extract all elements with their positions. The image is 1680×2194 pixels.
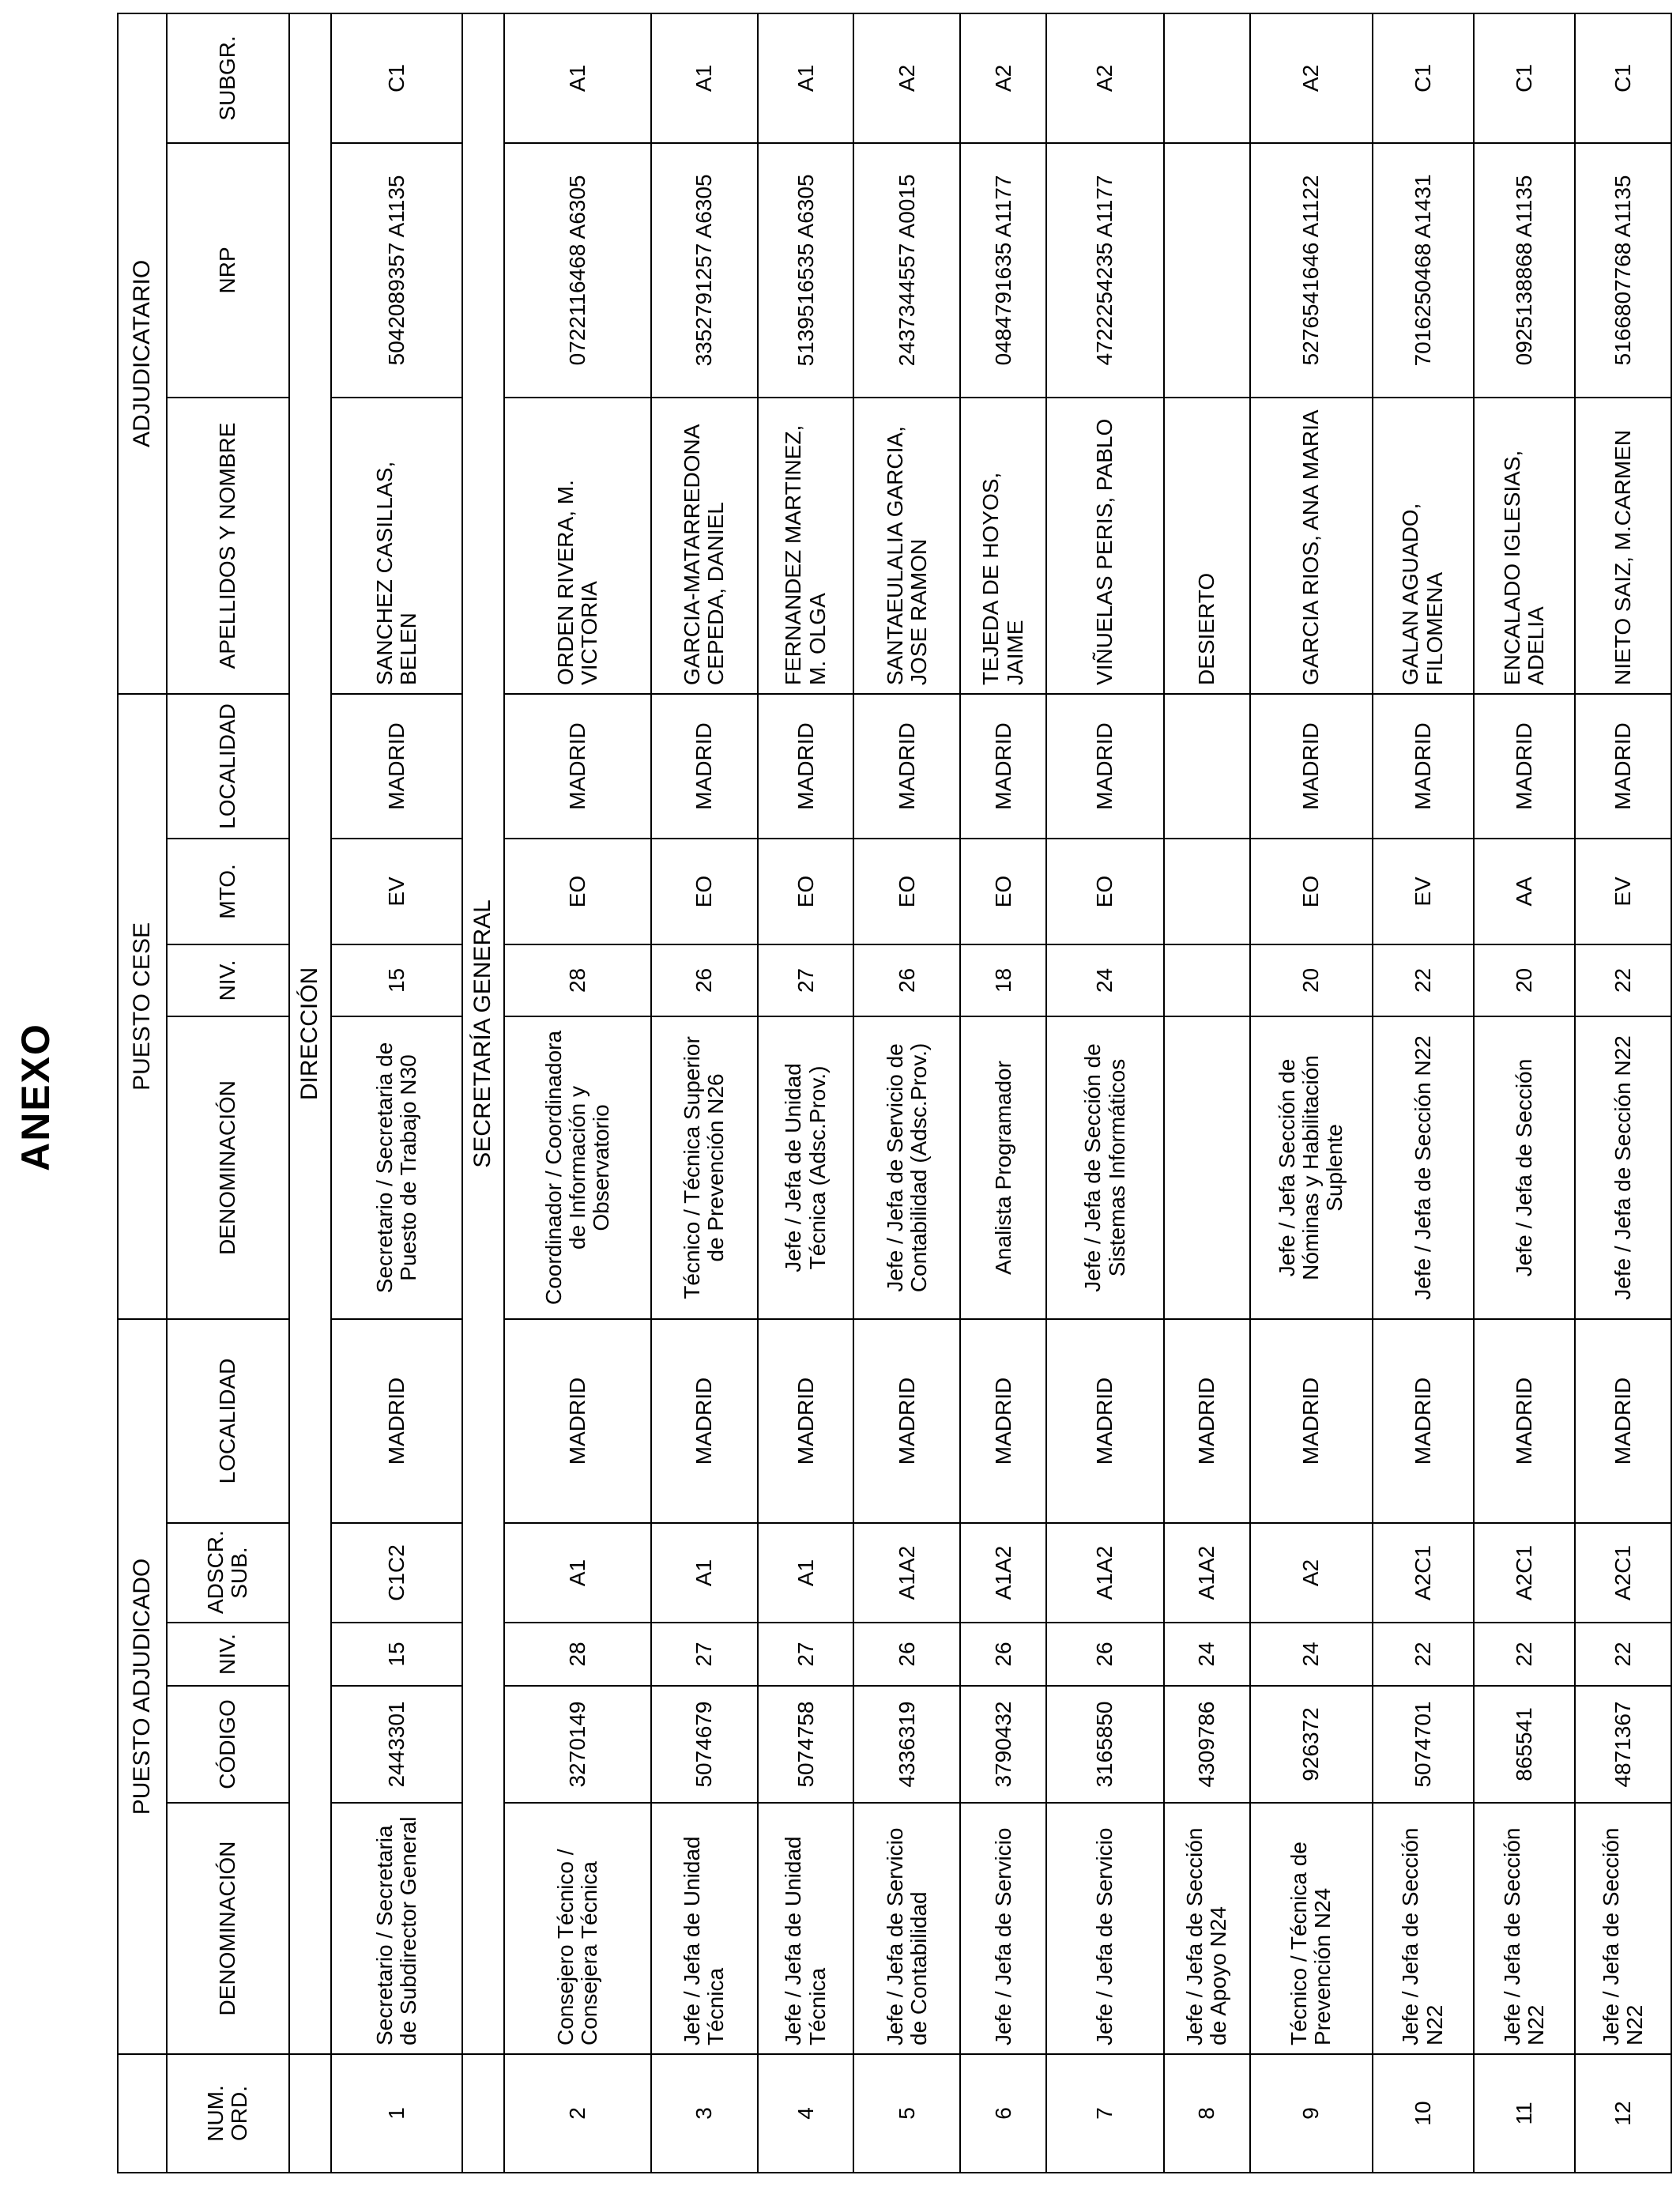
cese-denominacion-cell: Jefe / Jefa de Servicio de Contabilidad (Adsc.Prov.) <box>853 1016 960 1319</box>
niv-cell: 27 <box>651 1623 758 1686</box>
niv-cell: 26 <box>960 1623 1045 1686</box>
puesto-adjudicado-header: PUESTO ADJUDICADO <box>118 1319 167 2054</box>
num-ord-cell: 12 <box>1575 2054 1671 2173</box>
cese-localidad-cell: MADRID <box>504 694 651 839</box>
subgr-cell: A2 <box>1046 13 1164 143</box>
section-row-direccion <box>289 13 331 2173</box>
cese-niv-cell: 20 <box>1474 944 1575 1016</box>
cese-localidad-cell: MADRID <box>1575 694 1671 839</box>
cese-localidad-cell: MADRID <box>1250 694 1373 839</box>
localidad-cell: MADRID <box>758 1319 854 1523</box>
num-ord-cell: 5 <box>853 2054 960 2173</box>
cese-denominacion-cell: Jefe / Jefa de Sección N22 <box>1373 1016 1474 1319</box>
localidad-cell: MADRID <box>1575 1319 1671 1523</box>
subgr-cell <box>1164 13 1249 143</box>
cese-niv-cell: 18 <box>960 944 1045 1016</box>
niv-cell: 27 <box>758 1623 854 1686</box>
num-ord-cell: 10 <box>1373 2054 1474 2173</box>
denominacion-cell: Jefe / Jefa de Sección de Apoyo N24 <box>1164 1803 1249 2054</box>
niv-cell: 22 <box>1575 1623 1671 1686</box>
adscr-sub-cell: A1A2 <box>960 1523 1045 1623</box>
cese-niv-cell: 22 <box>1575 944 1671 1016</box>
localidad-cell: MADRID <box>1046 1319 1164 1523</box>
localidad-cell: MADRID <box>651 1319 758 1523</box>
header-localidad: LOCALIDAD <box>167 1319 289 1523</box>
denominacion-cell: Jefe / Jefa de Servicio <box>960 1803 1045 2054</box>
adscr-sub-cell: A1A2 <box>853 1523 960 1623</box>
cese-denominacion-cell: Analista Programador <box>960 1016 1045 1319</box>
niv-cell: 28 <box>504 1623 651 1686</box>
adscr-sub-cell: A2 <box>1250 1523 1373 1623</box>
cese-niv-cell: 28 <box>504 944 651 1016</box>
column-header-row <box>167 13 289 2173</box>
denominacion-cell: Secretario / Secretaria de Subdirector General <box>331 1803 462 2054</box>
section-title-secretaria-general: SECRETARÍA GENERAL <box>462 13 504 2054</box>
mto-cell: EO <box>651 839 758 944</box>
apellidos-nombre-cell: SANTAEULALIA GARCIA, JOSE RAMON <box>853 398 960 694</box>
table-row <box>651 13 758 2173</box>
cese-localidad-cell: MADRID <box>853 694 960 839</box>
adscr-sub-cell: A1 <box>504 1523 651 1623</box>
adscr-sub-cell: A1A2 <box>1164 1523 1249 1623</box>
num-ord-cell: 9 <box>1250 2054 1373 2173</box>
niv-cell: 22 <box>1373 1623 1474 1686</box>
denominacion-cell: Jefe / Jefa de Unidad Técnica <box>758 1803 854 2054</box>
apellidos-nombre-cell: ORDEN RIVERA, M. VICTORIA <box>504 398 651 694</box>
cese-localidad-cell: MADRID <box>331 694 462 839</box>
cese-localidad-cell: MADRID <box>960 694 1045 839</box>
cese-denominacion-cell: Técnico / Técnica Superior de Prevención N26 <box>651 1016 758 1319</box>
cese-denominacion-cell: Jefe / Jefa de Sección <box>1474 1016 1575 1319</box>
nrp-cell: 0925138868 A1135 <box>1474 143 1575 398</box>
num-ord-cell: 8 <box>1164 2054 1249 2173</box>
codigo-cell: 2443301 <box>331 1686 462 1803</box>
nrp-cell: 5139516535 A6305 <box>758 143 854 398</box>
mto-cell: AA <box>1474 839 1575 944</box>
cese-niv-cell: 20 <box>1250 944 1373 1016</box>
num-ord-cell: 1 <box>331 2054 462 2173</box>
codigo-cell: 5074679 <box>651 1686 758 1803</box>
header-mto: MTO. <box>167 839 289 944</box>
header-niv: NIV. <box>167 1623 289 1686</box>
denominacion-cell: Jefe / Jefa de Servicio de Contabilidad <box>853 1803 960 2054</box>
adscr-sub-cell: C1C2 <box>331 1523 462 1623</box>
table-row <box>758 13 854 2173</box>
nrp-cell: 5042089357 A1135 <box>331 143 462 398</box>
niv-cell: 24 <box>1164 1623 1249 1686</box>
desierto-cell: DESIERTO <box>1164 398 1249 694</box>
adscr-sub-cell: A1 <box>651 1523 758 1623</box>
mto-cell <box>1164 839 1249 944</box>
codigo-cell: 4309786 <box>1164 1686 1249 1803</box>
cese-localidad-cell: MADRID <box>1474 694 1575 839</box>
apellidos-nombre-cell: TEJEDA DE HOYOS, JAIME <box>960 398 1045 694</box>
table-row <box>331 13 462 2173</box>
header-cese-niv: NIV. <box>167 944 289 1016</box>
niv-cell: 15 <box>331 1623 462 1686</box>
apellidos-nombre-cell: ENCALADO IGLESIAS, ADELIA <box>1474 398 1575 694</box>
page-title: ANEXO <box>13 1023 58 1171</box>
apellidos-nombre-cell: SANCHEZ CASILLAS, BELEN <box>331 398 462 694</box>
codigo-cell: 3270149 <box>504 1686 651 1803</box>
mto-cell: EO <box>960 839 1045 944</box>
cese-localidad-cell <box>1164 694 1249 839</box>
cese-niv-cell: 22 <box>1373 944 1474 1016</box>
table-row <box>1164 13 1249 2173</box>
subgr-cell: A1 <box>651 13 758 143</box>
table-row <box>1575 13 1671 2173</box>
header-adscr-sub: ADSCR. SUB. <box>167 1523 289 1623</box>
nrp-cell: 2437344557 A0015 <box>853 143 960 398</box>
localidad-cell: MADRID <box>960 1319 1045 1523</box>
codigo-cell: 4871367 <box>1575 1686 1671 1803</box>
subgr-cell: A2 <box>1250 13 1373 143</box>
puesto-cese-header: PUESTO CESE <box>118 694 167 1319</box>
codigo-cell: 926372 <box>1250 1686 1373 1803</box>
cese-localidad-cell: MADRID <box>651 694 758 839</box>
cese-denominacion-cell: Coordinador / Coordinadora de Información y Observatorio <box>504 1016 651 1319</box>
mto-cell: EO <box>758 839 854 944</box>
cese-localidad-cell: MADRID <box>1373 694 1474 839</box>
nrp-cell: 0722116468 A6305 <box>504 143 651 398</box>
subgr-cell: A2 <box>853 13 960 143</box>
subgr-cell: C1 <box>1575 13 1671 143</box>
mto-cell: EO <box>1250 839 1373 944</box>
localidad-cell: MADRID <box>1373 1319 1474 1523</box>
localidad-cell: MADRID <box>853 1319 960 1523</box>
nrp-cell: 5166807768 A1135 <box>1575 143 1671 398</box>
denominacion-cell: Jefe / Jefa de Sección N22 <box>1575 1803 1671 2054</box>
cese-denominacion-cell: Secretario / Secretaria de Puesto de Trabajo N30 <box>331 1016 462 1319</box>
niv-cell: 24 <box>1250 1623 1373 1686</box>
niv-cell: 26 <box>853 1623 960 1686</box>
niv-cell: 26 <box>1046 1623 1164 1686</box>
apellidos-nombre-cell: NIETO SAIZ, M.CARMEN <box>1575 398 1671 694</box>
denominacion-cell: Jefe / Jefa de Sección N22 <box>1373 1803 1474 2054</box>
num-ord-cell: 11 <box>1474 2054 1575 2173</box>
subgr-cell: C1 <box>1474 13 1575 143</box>
cese-denominacion-cell: Jefe / Jefa Sección de Nóminas y Habilitación Suplente <box>1250 1016 1373 1319</box>
subgr-cell: C1 <box>1373 13 1474 143</box>
cese-denominacion-cell <box>1164 1016 1249 1319</box>
codigo-cell: 4336319 <box>853 1686 960 1803</box>
codigo-cell: 865541 <box>1474 1686 1575 1803</box>
num-ord-cell: 6 <box>960 2054 1045 2173</box>
codigo-cell: 3790432 <box>960 1686 1045 1803</box>
nrp-cell <box>1164 143 1249 398</box>
mto-cell: EV <box>331 839 462 944</box>
nrp-cell: 4722254235 A1177 <box>1046 143 1164 398</box>
nrp-cell: 5276541646 A1122 <box>1250 143 1373 398</box>
cese-niv-cell: 24 <box>1046 944 1164 1016</box>
apellidos-nombre-cell: VIÑUELAS PERIS, PABLO <box>1046 398 1164 694</box>
niv-cell: 22 <box>1474 1623 1575 1686</box>
subgr-cell: A1 <box>504 13 651 143</box>
num-ord-cell: 3 <box>651 2054 758 2173</box>
table-row <box>853 13 960 2173</box>
adscr-sub-cell: A2C1 <box>1575 1523 1671 1623</box>
apellidos-nombre-cell: GALAN AGUADO, FILOMENA <box>1373 398 1474 694</box>
cese-localidad-cell: MADRID <box>1046 694 1164 839</box>
table-row <box>960 13 1045 2173</box>
table-row <box>1474 13 1575 2173</box>
table-row <box>1250 13 1373 2173</box>
mto-cell: EO <box>853 839 960 944</box>
nrp-cell: 0484791635 A1177 <box>960 143 1045 398</box>
cese-denominacion-cell: Jefe / Jefa de Sección N22 <box>1575 1016 1671 1319</box>
header-codigo: CÓDIGO <box>167 1686 289 1803</box>
num-ord-cell: 2 <box>504 2054 651 2173</box>
header-apellidos-nombre: APELLIDOS Y NOMBRE <box>167 398 289 694</box>
denominacion-cell: Jefe / Jefa de Servicio <box>1046 1803 1164 2054</box>
localidad-cell: MADRID <box>331 1319 462 1523</box>
mto-cell: EV <box>1575 839 1671 944</box>
cese-niv-cell: 26 <box>651 944 758 1016</box>
nrp-cell: 7016250468 A1431 <box>1373 143 1474 398</box>
header-nrp: NRP <box>167 143 289 398</box>
header-subgr: SUBGR. <box>167 13 289 143</box>
num-ord-cell: 4 <box>758 2054 854 2173</box>
mto-cell: EV <box>1373 839 1474 944</box>
adscr-sub-cell: A2C1 <box>1474 1523 1575 1623</box>
adscr-sub-cell: A1A2 <box>1046 1523 1164 1623</box>
localidad-cell: MADRID <box>504 1319 651 1523</box>
localidad-cell: MADRID <box>1474 1319 1575 1523</box>
group-header-row <box>118 13 167 2173</box>
adscr-sub-cell: A2C1 <box>1373 1523 1474 1623</box>
section-title-direccion: DIRECCIÓN <box>289 13 331 2054</box>
apellidos-nombre-cell: GARCIA-MATARREDONA CEPEDA, DANIEL <box>651 398 758 694</box>
codigo-cell: 3165850 <box>1046 1686 1164 1803</box>
denominacion-cell: Técnico / Técnica de Prevención N24 <box>1250 1803 1373 2054</box>
annex-table <box>117 13 1672 2173</box>
header-denominacion: DENOMINACIÓN <box>167 1803 289 2054</box>
header-cese-localidad: LOCALIDAD <box>167 694 289 839</box>
nrp-cell: 3352791257 A6305 <box>651 143 758 398</box>
apellidos-nombre-cell: FERNANDEZ MARTINEZ, M. OLGA <box>758 398 854 694</box>
cese-denominacion-cell: Jefe / Jefa de Unidad Técnica (Adsc.Prov.) <box>758 1016 854 1319</box>
localidad-cell: MADRID <box>1164 1319 1249 1523</box>
cese-niv-cell: 26 <box>853 944 960 1016</box>
table-row <box>1373 13 1474 2173</box>
subgr-cell: A2 <box>960 13 1045 143</box>
subgr-cell: C1 <box>331 13 462 143</box>
codigo-cell: 5074701 <box>1373 1686 1474 1803</box>
cese-niv-cell: 27 <box>758 944 854 1016</box>
cese-niv-cell <box>1164 944 1249 1016</box>
header-cese-denominacion: DENOMINACIÓN <box>167 1016 289 1319</box>
denominacion-cell: Jefe / Jefa de Unidad Técnica <box>651 1803 758 2054</box>
num-ord-cell: 7 <box>1046 2054 1164 2173</box>
localidad-cell: MADRID <box>1250 1319 1373 1523</box>
denominacion-cell: Jefe / Jefa de Sección N22 <box>1474 1803 1575 2054</box>
apellidos-nombre-cell: GARCIA RIOS, ANA MARIA <box>1250 398 1373 694</box>
mto-cell: EO <box>504 839 651 944</box>
denominacion-cell: Consejero Técnico / Consejera Técnica <box>504 1803 651 2054</box>
codigo-cell: 5074758 <box>758 1686 854 1803</box>
section-row-secretaria-general <box>462 13 504 2173</box>
table-row <box>1046 13 1164 2173</box>
header-num-ord: NUM. ORD. <box>167 2054 289 2173</box>
cese-denominacion-cell: Jefe / Jefa de Sección de Sistemas Informáticos <box>1046 1016 1164 1319</box>
subgr-cell: A1 <box>758 13 854 143</box>
cese-localidad-cell: MADRID <box>758 694 854 839</box>
cese-niv-cell: 15 <box>331 944 462 1016</box>
table-row <box>504 13 651 2173</box>
mto-cell: EO <box>1046 839 1164 944</box>
adjudicatario-header: ADJUDICATARIO <box>118 13 167 694</box>
adscr-sub-cell: A1 <box>758 1523 854 1623</box>
